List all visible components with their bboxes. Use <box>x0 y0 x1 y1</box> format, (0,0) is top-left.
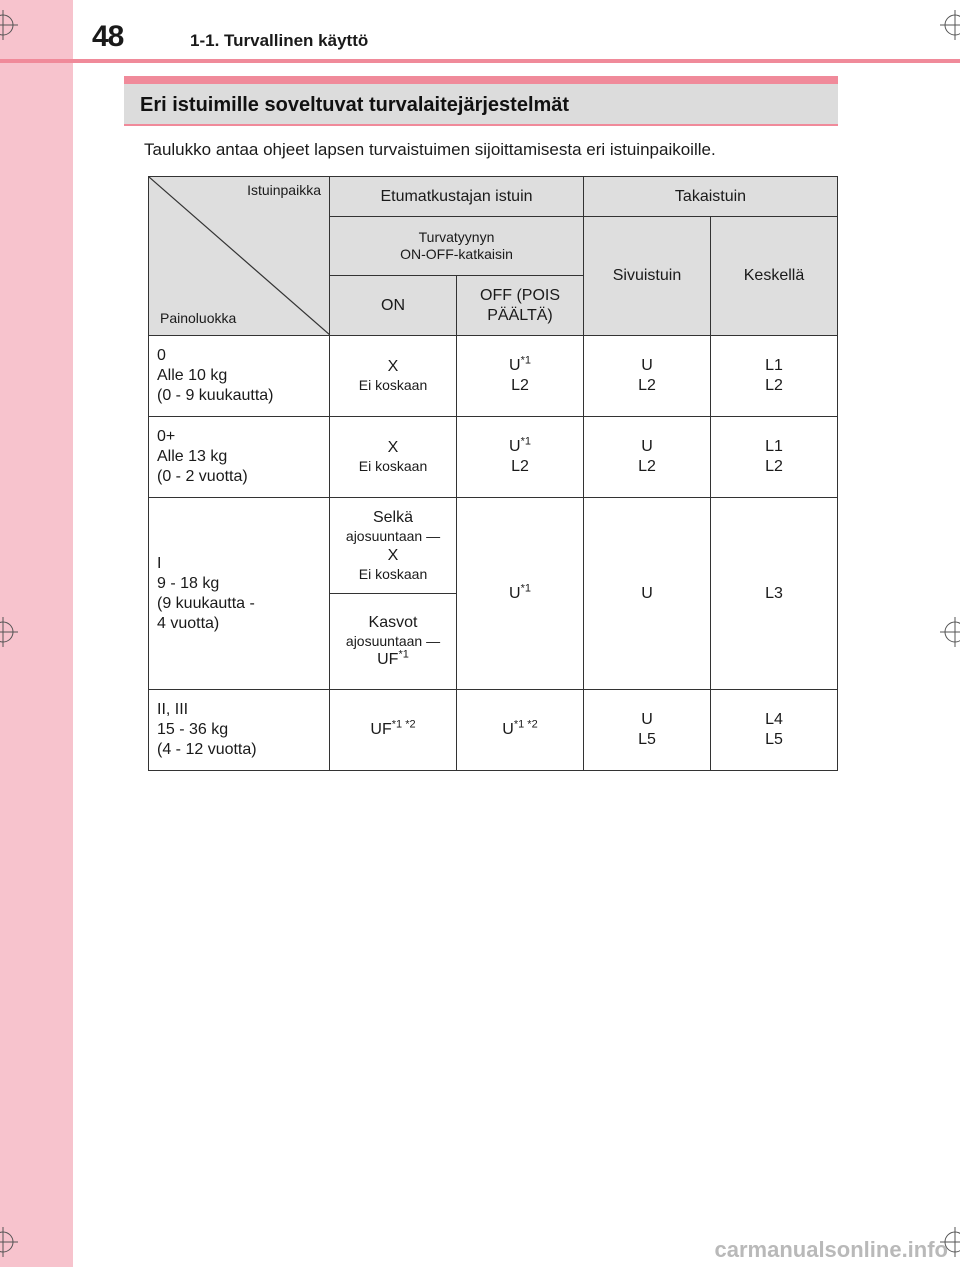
table-row <box>149 690 838 771</box>
registration-mark-icon <box>0 10 18 40</box>
rear-seat-header: Takaistuin <box>584 177 838 217</box>
intro-paragraph: Taulukko antaa ohjeet lapsen turvaistuimen sijoittamisesta eri istuinpaikoille. <box>144 140 716 159</box>
cell-value: L5 <box>638 731 656 748</box>
airbag-off-line: OFF (POIS <box>480 286 560 304</box>
forward-facing-cell <box>330 594 457 690</box>
weight-group-cell <box>149 336 330 417</box>
airbag-switch-line: ON-OFF-katkaisin <box>400 246 513 262</box>
airbag-off-line: PÄÄLTÄ) <box>487 306 553 324</box>
cell-value: U <box>509 438 521 455</box>
outer-seat-cell <box>584 336 711 417</box>
cell-note: Ei koskaan <box>358 377 428 394</box>
cell-note: Ei koskaan <box>358 565 428 582</box>
cell-note: Ei koskaan <box>358 458 428 475</box>
center-seat-cell <box>711 336 838 417</box>
registration-mark-icon <box>940 617 960 647</box>
footnote-marker: *1 <box>520 354 531 367</box>
cell-value: UF <box>370 721 392 738</box>
airbag-off-header <box>457 276 584 336</box>
group-age: (0 - 9 kuukautta) <box>157 387 274 404</box>
cell-note: Selkä <box>372 509 414 526</box>
outer-seat-cell <box>584 690 711 771</box>
footnote-marker: *1 *2 <box>391 718 416 731</box>
cell-value: L2 <box>638 458 656 475</box>
seat-suitability-table <box>148 176 838 771</box>
center-seat-cell <box>711 417 838 498</box>
group-age: 4 vuotta) <box>157 614 220 632</box>
registration-mark-icon <box>0 617 18 647</box>
cell-value: L1 <box>765 438 783 455</box>
registration-mark-icon <box>940 10 960 40</box>
table-row <box>149 417 838 498</box>
group-age: (0 - 2 vuotta) <box>157 468 248 485</box>
weight-group-cell <box>149 417 330 498</box>
cell-value: X <box>387 358 399 376</box>
section-heading-box <box>124 76 838 126</box>
airbag-off-cell <box>457 690 584 771</box>
cell-value: L2 <box>765 458 783 475</box>
airbag-on-cell <box>330 336 457 417</box>
cell-value: U <box>509 357 521 374</box>
cell-value: L5 <box>765 731 783 748</box>
seat-position-label: Istuinpaikka <box>247 182 321 198</box>
page-number: 48 <box>92 20 124 53</box>
group-age: (9 kuukautta - <box>157 594 255 612</box>
cell-value: U <box>641 357 653 374</box>
group-name: 0 <box>157 347 166 364</box>
section-title: Eri istuimille soveltuvat turvalaitejärjestelmät <box>140 94 570 116</box>
airbag-on-header: ON <box>330 276 457 336</box>
footnote-marker: *1 *2 <box>513 718 538 731</box>
airbag-switch-header <box>330 217 584 276</box>
cell-value: U <box>502 721 514 738</box>
outer-seat-cell <box>584 417 711 498</box>
cell-note: ajosuuntaan — <box>345 632 441 649</box>
group-weight: Alle 13 kg <box>157 448 228 465</box>
cell-value: U <box>641 711 653 728</box>
cell-value: L2 <box>765 377 783 394</box>
center-seat-header: Keskellä <box>711 217 838 336</box>
center-seat-cell <box>711 690 838 771</box>
group-weight: 15 - 36 kg <box>157 721 229 738</box>
table-row <box>149 498 838 594</box>
airbag-on-cell <box>330 690 457 771</box>
airbag-off-cell <box>457 417 584 498</box>
weight-group-cell <box>149 690 330 771</box>
cell-value: L1 <box>765 357 783 374</box>
corner-header-cell <box>149 177 330 336</box>
group-weight: 9 - 18 kg <box>157 574 220 592</box>
group-weight: Alle 10 kg <box>157 367 228 384</box>
weight-group-cell <box>149 498 330 690</box>
cell-value: L2 <box>511 377 529 394</box>
cell-value: UF <box>377 651 399 669</box>
airbag-off-cell <box>457 336 584 417</box>
footnote-marker: *1 <box>520 435 531 448</box>
registration-mark-icon <box>0 1227 18 1257</box>
cell-value: L2 <box>511 458 529 475</box>
front-passenger-header: Etumatkustajan istuin <box>330 177 584 217</box>
group-name: 0+ <box>157 428 176 445</box>
cell-value: L2 <box>638 377 656 394</box>
rear-facing-cell <box>330 498 457 594</box>
group-age: (4 - 12 vuotta) <box>157 741 257 758</box>
table-row <box>149 336 838 417</box>
airbag-switch-line: Turvatyynyn <box>418 228 495 245</box>
table-header-row <box>149 177 838 217</box>
cell-value: U <box>641 438 653 455</box>
airbag-on-cell <box>330 417 457 498</box>
group-name: II, III <box>157 701 189 718</box>
weight-group-label: Painoluokka <box>160 309 237 326</box>
group-name: I <box>157 554 162 572</box>
outer-seat-header: Sivuistuin <box>584 217 711 336</box>
cell-value: L4 <box>765 711 783 728</box>
cell-note: Kasvot <box>368 613 418 631</box>
footnote-marker: *1 <box>520 582 531 595</box>
outer-seat-cell: U <box>584 498 711 690</box>
cell-value: U <box>509 584 521 602</box>
header-rule <box>0 59 960 63</box>
center-seat-cell: L3 <box>711 498 838 690</box>
cell-value: X <box>387 546 399 564</box>
cell-note: ajosuuntaan — <box>345 528 441 544</box>
cell-value: X <box>387 439 399 457</box>
watermark-text: carmanualsonline.info <box>714 1237 948 1262</box>
footnote-marker: *1 <box>398 648 409 661</box>
airbag-off-cell <box>457 498 584 690</box>
chapter-title: 1-1. Turvallinen käyttö <box>190 31 369 50</box>
